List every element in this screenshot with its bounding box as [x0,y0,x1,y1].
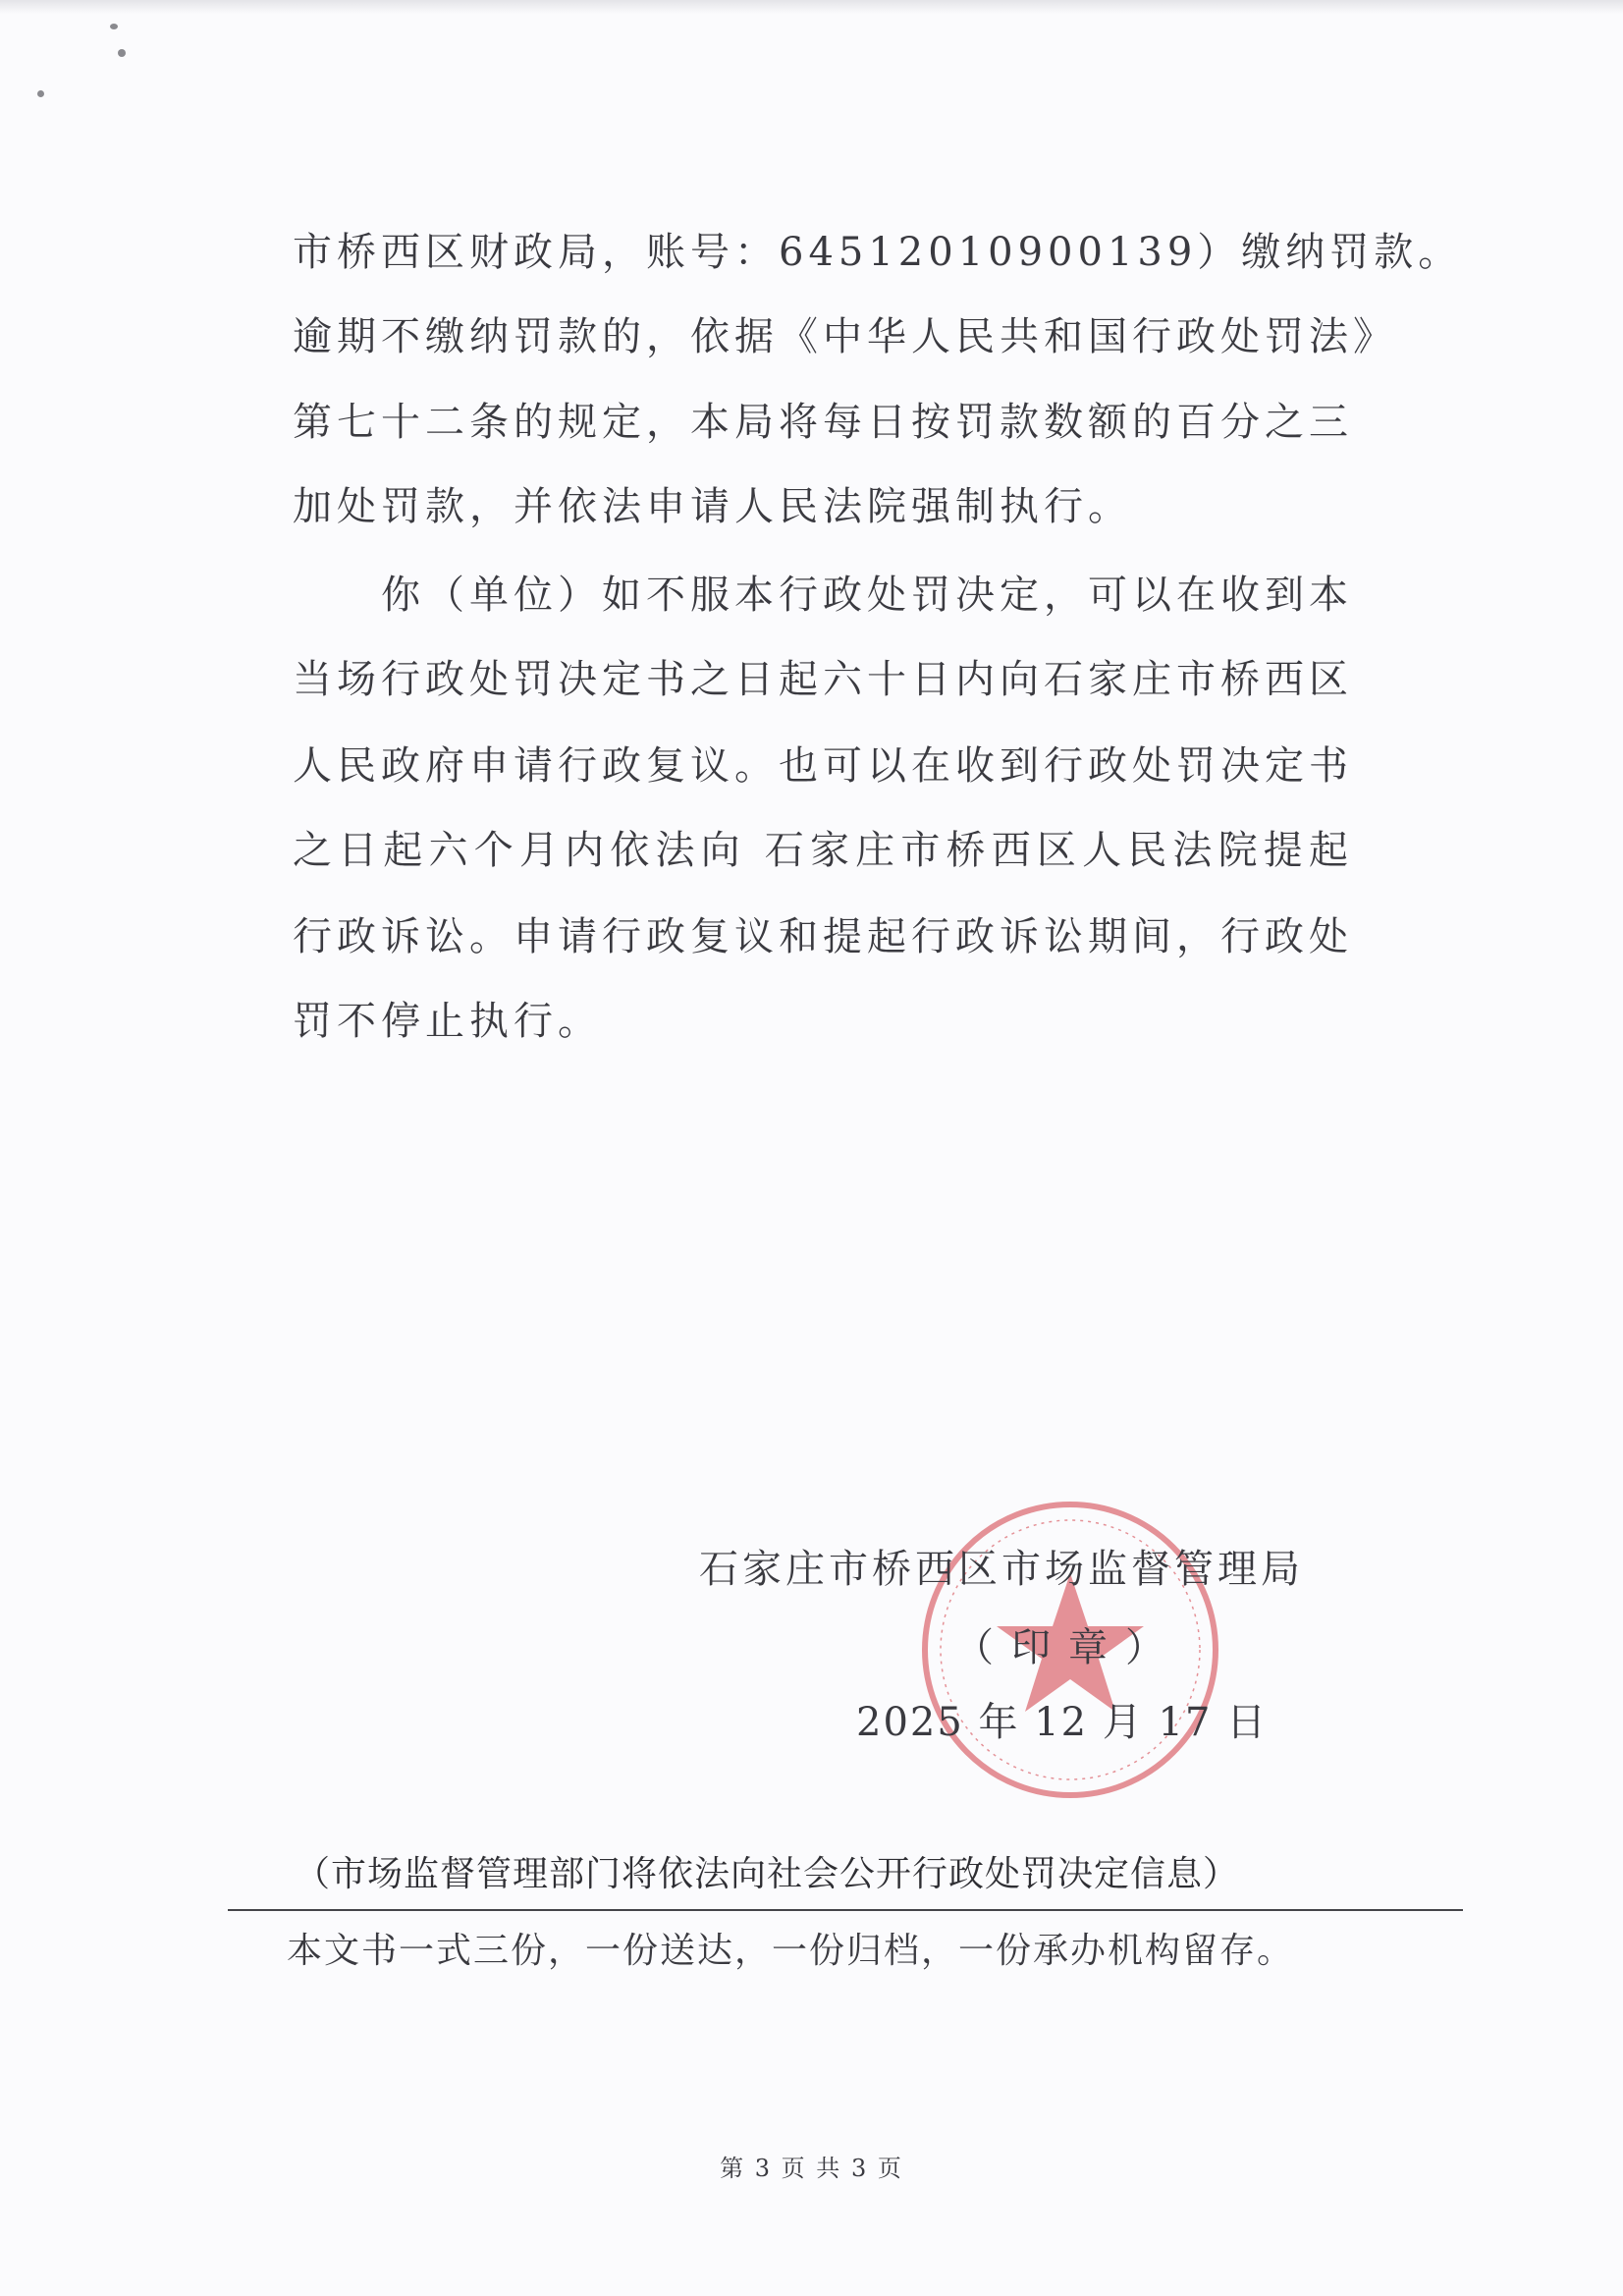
issuing-organization: 石家庄市桥西区市场监督管理局 [699,1547,1304,1592]
body-line: 人民政府申请行政复议。也可以在收到行政处罚决定书 [293,743,1353,789]
scan-speck [118,49,126,57]
body-line: 你（单位）如不服本行政处罚决定，可以在收到本 [293,573,1353,618]
body-line: 行政诉讼。申请行政复议和提起行政诉讼期间，行政处 [293,914,1353,959]
issue-date: 2025 年 12 月 17 日 [856,1700,1269,1745]
copies-note: 本文书一式三份，一份送达，一份归档，一份承办机构留存。 [287,1931,1295,1971]
body-line: 市桥西区财政局，账号：64512010900139）缴纳罚款。 [293,230,1463,275]
page-number: 第 3 页 共 3 页 [720,2155,903,2182]
body-line: 加处罚款，并依法申请人民法院强制执行。 [293,484,1132,529]
seal-label: （印章） [954,1625,1182,1670]
scan-speck [37,90,44,97]
footer-divider [228,1909,1463,1911]
body-line: 逾期不缴纳罚款的，依据《中华人民共和国行政处罚法》 [293,314,1397,359]
disclosure-note: （市场监督管理部门将依法向社会公开行政处罚决定信息） [295,1854,1240,1894]
body-line: 第七十二条的规定，本局将每日按罚款数额的百分之三 [293,400,1353,445]
scan-speck [110,24,118,29]
scan-top-edge [0,0,1623,14]
body-line: 之日起六个月内依法向 石家庄市桥西区人民法院提起 [293,828,1353,873]
body-line: 当场行政处罚决定书之日起六十日内向石家庄市桥西区 [293,657,1353,702]
body-line: 罚不停止执行。 [293,999,602,1044]
